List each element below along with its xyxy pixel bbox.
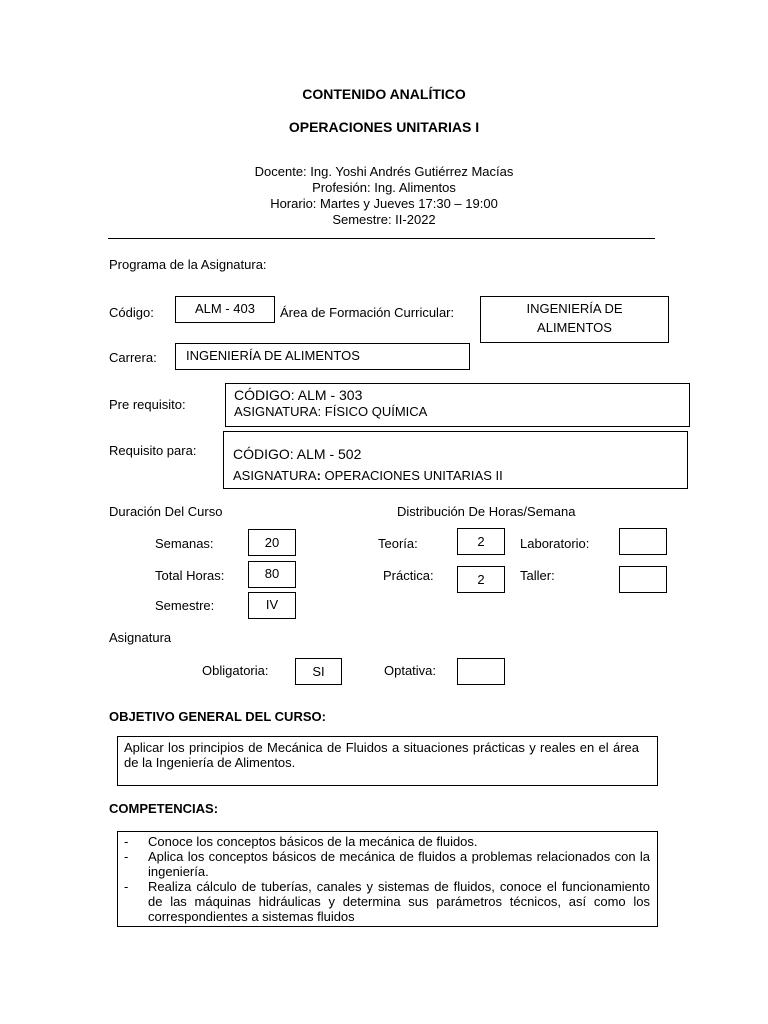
course-title: OPERACIONES UNITARIAS I <box>288 119 480 135</box>
document-title: CONTENIDO ANALÍTICO <box>302 86 466 102</box>
total-horas-value: 80 <box>264 566 280 581</box>
requisito-para-asignatura-value: OPERACIONES UNITARIAS II <box>320 468 503 483</box>
area-field <box>480 296 669 343</box>
objetivo-heading: OBJETIVO GENERAL DEL CURSO: <box>109 709 326 724</box>
codigo-value: ALM - 403 <box>195 301 255 316</box>
list-item <box>118 849 650 879</box>
competencias-box <box>117 831 658 927</box>
teoria-label: Teoría: <box>378 536 418 551</box>
practica-field <box>457 566 505 593</box>
distribucion-label: Distribución De Horas/Semana <box>397 504 576 519</box>
obligatoria-label: Obligatoria: <box>202 663 269 678</box>
requisito-para-label: Requisito para: <box>109 443 197 458</box>
competencias-heading: COMPETENCIAS: <box>109 801 219 816</box>
carrera-value: INGENIERÍA DE ALIMENTOS <box>186 348 360 363</box>
semanas-value: 20 <box>264 535 280 550</box>
semanas-label: Semanas: <box>155 536 214 551</box>
list-item-text: Aplica los conceptos básicos de mecánica de fluidos a problemas relacionados con la ingeniería. <box>148 849 650 879</box>
optativa-field <box>457 658 505 685</box>
horario-line: Horario: Martes y Jueves 17:30 – 19:00 <box>270 196 498 211</box>
total-horas-field <box>248 561 296 588</box>
requisito-para-field <box>223 431 688 489</box>
codigo-field <box>175 296 275 323</box>
teoria-value: 2 <box>477 534 485 549</box>
total-horas-label: Total Horas: <box>155 568 225 583</box>
practica-value: 2 <box>477 572 485 587</box>
optativa-label: Optativa: <box>384 663 437 678</box>
list-dash: - <box>124 849 129 864</box>
semestre-value: IV <box>265 597 279 612</box>
docente-line: Docente: Ing. Yoshi Andrés Gutiérrez Macías <box>254 164 514 179</box>
asignatura-label: Asignatura <box>109 630 172 645</box>
list-dash: - <box>124 879 129 894</box>
prerequisito-codigo: CÓDIGO: ALM - 303 <box>234 387 363 403</box>
list-item <box>118 879 650 924</box>
area-value-line2: ALIMENTOS <box>537 320 612 335</box>
competencias-list <box>118 834 650 924</box>
carrera-field <box>175 343 470 370</box>
requisito-para-codigo: CÓDIGO: ALM - 502 <box>233 446 362 462</box>
list-dash: - <box>124 834 129 849</box>
requisito-para-asignatura-sep: : <box>316 468 321 483</box>
requisito-para-asignatura-label: ASIGNATURA <box>233 468 317 483</box>
practica-label: Práctica: <box>383 568 434 583</box>
list-item-text: Conoce los conceptos básicos de la mecánica de fluidos. <box>148 834 478 849</box>
profesion-line: Profesión: Ing. Alimentos <box>312 180 456 195</box>
prerequisito-label: Pre requisito: <box>109 397 186 412</box>
semestre-line: Semestre: II-2022 <box>332 212 436 227</box>
area-label: Área de Formación Curricular: <box>280 305 455 320</box>
semestre-field <box>248 592 296 619</box>
laboratorio-field <box>619 528 667 555</box>
carrera-label: Carrera: <box>109 350 157 365</box>
teoria-field <box>457 528 505 555</box>
programa-label: Programa de la Asignatura: <box>109 257 267 272</box>
obligatoria-field <box>295 658 342 685</box>
list-item-text: Realiza cálculo de tuberías, canales y sistemas de fluidos, conoce el funcionamiento de las máquinas hidráulicas y determina sus parámetros técnicos, así como los correspondientes a sistemas fluidos <box>148 879 650 924</box>
objetivo-box <box>117 736 658 786</box>
codigo-label: Código: <box>109 305 154 320</box>
list-item <box>118 834 650 849</box>
semestre-label: Semestre: <box>155 598 215 613</box>
laboratorio-label: Laboratorio: <box>520 536 590 551</box>
duracion-label: Duración Del Curso <box>109 504 223 519</box>
obligatoria-value: SI <box>312 664 325 679</box>
taller-field <box>619 566 667 593</box>
taller-label: Taller: <box>520 568 555 583</box>
objetivo-text: Aplicar los principios de Mecánica de Fluidos a situaciones prácticas y reales en el área de la Ingeniería de Alimentos. <box>124 740 639 770</box>
semanas-field <box>248 529 296 556</box>
prerequisito-field <box>225 383 690 427</box>
prerequisito-asignatura: ASIGNATURA: FÍSICO QUÍMICA <box>234 404 428 419</box>
requisito-para-asignatura <box>233 468 503 483</box>
area-value-line1: INGENIERÍA DE <box>526 301 623 316</box>
header-divider <box>108 238 655 239</box>
